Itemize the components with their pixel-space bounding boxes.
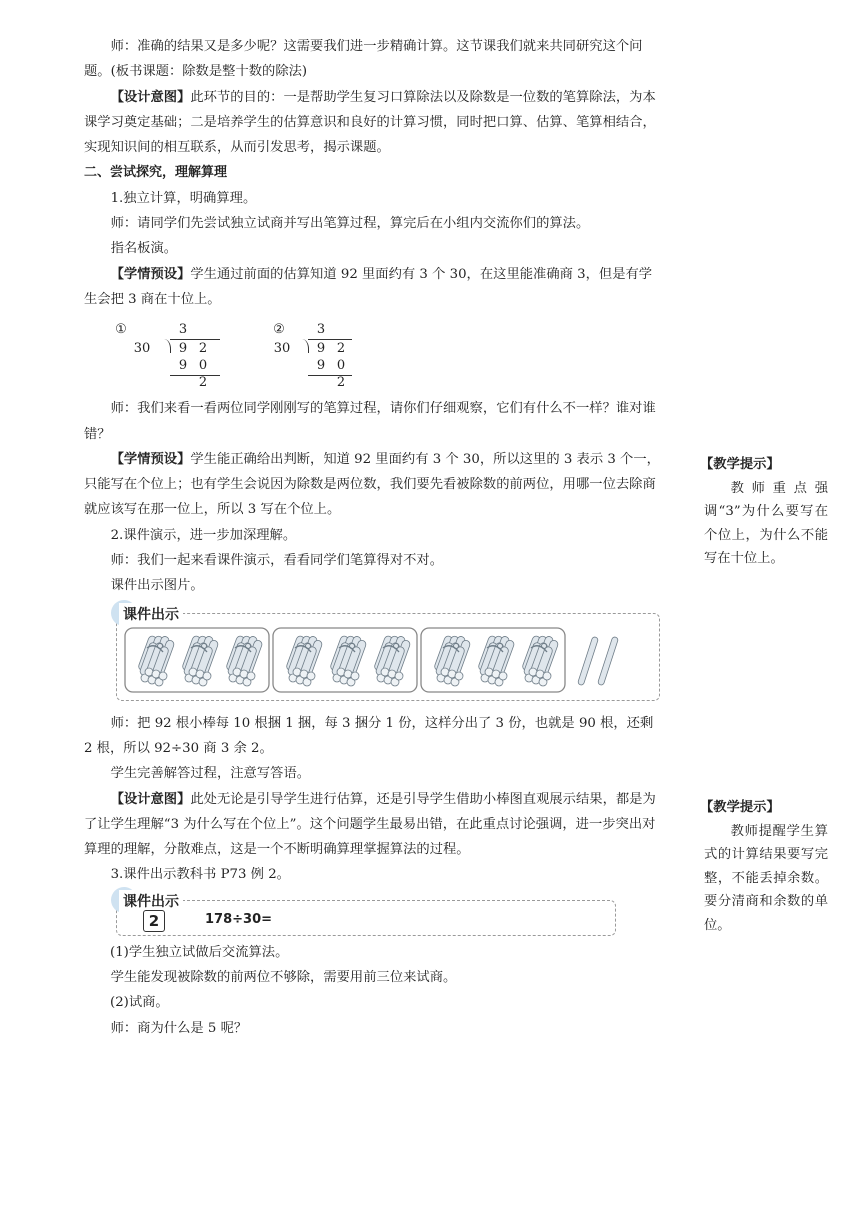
courseware-label: 课件出示	[119, 603, 183, 628]
section-heading: 二、尝试探究，理解算理	[84, 165, 228, 181]
courseware-sticks-panel	[116, 606, 660, 701]
divisor: 30	[273, 341, 291, 357]
sticks-illustration	[117, 614, 659, 700]
long-division-examples	[84, 320, 664, 392]
remainder: 2	[336, 375, 346, 391]
long-division-1	[114, 320, 234, 392]
paragraph: 1.独立计算，明确算理。	[110, 190, 257, 206]
paragraph: 学生能发现被除数的前两位不够除，需要用前三位来试商。	[110, 970, 457, 986]
teaching-tip-body: 教师重点强调“3”为什么要写在个位上，为什么不能写在十位上。	[704, 480, 828, 566]
paragraph: 师：我们来看一看两位同学刚刚写的笔算过程，请你们仔细观察，它们有什么不一样？谁对谁错？	[84, 401, 656, 442]
teaching-tip-title: 【教学提示】	[700, 457, 780, 472]
dividend-digit: 2	[198, 341, 208, 357]
learning-preset-tag: 【学情预设】	[110, 266, 191, 282]
dividend-digit: 9	[316, 341, 326, 357]
divisor: 30	[133, 341, 151, 357]
learning-preset-tag: 【学情预设】	[110, 451, 191, 467]
learning-preset-paragraph	[84, 262, 664, 313]
teaching-tip-title: 【教学提示】	[700, 800, 780, 815]
division-bracket	[302, 339, 309, 353]
teaching-tip-body: 教师提醒学生算式的计算结果要写完整，不能丢掉余数。要分清商和余数的单位。	[704, 823, 828, 933]
design-intent-tag: 【设计意图】	[110, 791, 191, 807]
division-marker: ①	[115, 322, 127, 338]
paragraph-text: 此处无论是引导学生进行估算，还是引导学生借助小棒图直观展示结果，都是为了让学生理解“3 为什么写在个位上”。这个问题学生最易出错，在此重点讨论强调，进一步突出对算理的理解，分散难点，这是一个不断明确算理掌握算法的过程。	[84, 791, 656, 858]
paragraph: 师：请同学们先尝试独立试商并写出笔算过程，算完后在小组内交流你们的算法。	[110, 216, 590, 232]
design-intent-tag: 【设计意图】	[110, 89, 191, 105]
product-digit: 9	[316, 358, 326, 374]
paragraph: (2)试商。	[110, 995, 169, 1011]
bundle-group-1	[138, 635, 263, 686]
division-bracket	[164, 339, 171, 353]
example-expression: 178÷30=	[205, 911, 273, 927]
paragraph: 3.课件出示教科书 P73 例 2。	[110, 867, 290, 883]
learning-preset-paragraph	[84, 447, 664, 523]
bundle-group-3	[434, 635, 559, 686]
quotient: 3	[316, 322, 326, 338]
paragraph: 师：把 92 根小棒每 10 根捆 1 捆，每 3 捆分 1 份，这样分出了 3 份，也就是 90 根，还剩 2 根，所以 92÷30 商 3 余 2。	[84, 715, 654, 756]
teaching-tip-1	[700, 453, 828, 571]
paragraph: 师：我们一起来看课件演示，看看同学们笔算得对不对。	[110, 553, 444, 569]
paragraph-text: 学生通过前面的估算知道 92 里面约有 3 个 30，在这里能准确商 3，但是有学生会把 3 商在十位上。	[84, 266, 653, 307]
remainder: 2	[198, 375, 208, 391]
paragraph-text: 学生能正确给出判断，知道 92 里面约有 3 个 30，所以这里的 3 表示 3 个一，只能写在个位上；也有学生会说因为除数是两位数，我们要先看被除数的前两位，用哪一位去除商就应该写在那一位上，所以 3 写在个位上。	[84, 451, 660, 518]
paragraph-text: 此环节的目的：一是帮助学生复习口算除法以及除数是一位数的笔算除法，为本课学习奠定基础；二是培养学生的估算意识和良好的计算习惯，同时把口算、估算、笔算相结合，实现知识间的相互联系，从而引发思考，揭示课题。	[84, 89, 656, 156]
bundle-group-2	[286, 635, 411, 686]
courseware-example-panel	[116, 893, 616, 936]
paragraph: 课件出示图片。	[110, 578, 204, 594]
paragraph: 2.课件演示，进一步加深理解。	[110, 527, 297, 543]
paragraph: 学生完善解答过程，注意写答语。	[110, 766, 311, 782]
loose-sticks	[577, 636, 618, 685]
paragraph: 师：准确的结果又是多少呢？这需要我们进一步精确计算。这节课我们就来共同研究这个问题。(板书课题：除数是整十数的除法)	[84, 39, 643, 80]
subtraction-line	[170, 375, 220, 376]
paragraph: 师：商为什么是 5 呢？	[110, 1020, 248, 1036]
division-marker: ②	[273, 322, 285, 338]
paragraph: (1)学生独立试做后交流算法。	[110, 944, 289, 960]
product-digit: 0	[198, 358, 208, 374]
division-bar	[170, 339, 220, 340]
division-bar	[308, 339, 352, 340]
dividend-digit: 2	[336, 341, 346, 357]
product-digit: 0	[336, 358, 346, 374]
quotient: 3	[178, 322, 188, 338]
teaching-tip-2	[700, 796, 828, 937]
product-digit: 9	[178, 358, 188, 374]
design-intent-paragraph	[84, 85, 664, 161]
dividend-digit: 9	[178, 341, 188, 357]
paragraph: 指名板演。	[110, 241, 178, 257]
example-number-badge: 2	[143, 910, 165, 932]
design-intent-paragraph	[84, 787, 664, 863]
long-division-2	[272, 320, 392, 392]
lesson-content	[84, 34, 664, 1041]
courseware-label: 课件出示	[119, 890, 183, 915]
